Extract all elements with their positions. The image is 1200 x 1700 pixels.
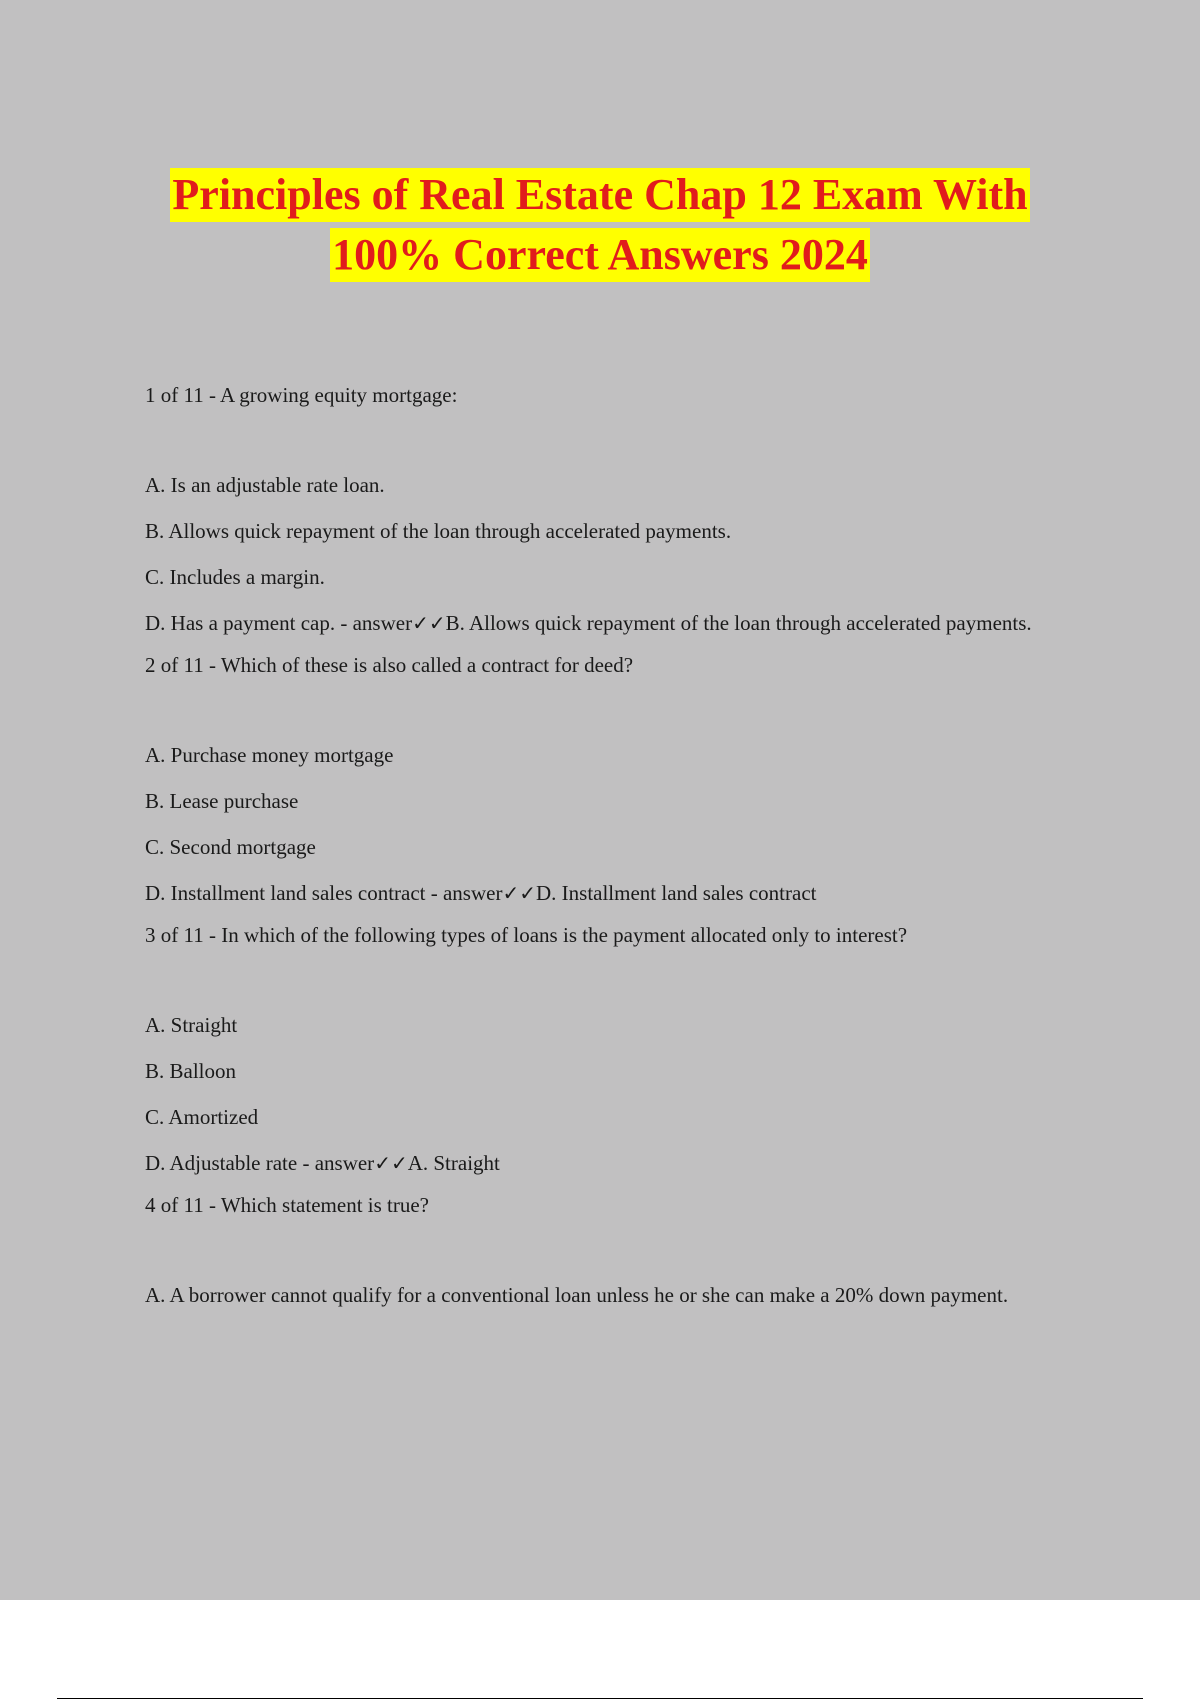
question-1-option-d-with-answer bbox=[145, 608, 1065, 638]
question-2-answer: D. Installment land sales contract bbox=[535, 881, 817, 905]
document-title bbox=[0, 168, 1200, 282]
check-mark-icon: ✓✓ bbox=[412, 611, 446, 635]
footer-divider bbox=[57, 1698, 1143, 1699]
question-2: 2 of 11 - Which of these is also called a contract for deed? bbox=[145, 653, 634, 677]
page-footer-area bbox=[0, 1600, 1200, 1700]
question-4: 4 of 11 - Which statement is true? bbox=[145, 1193, 430, 1217]
check-mark-icon: ✓✓ bbox=[374, 1151, 408, 1175]
question-2-option-c: C. Second mortgage bbox=[145, 835, 316, 859]
question-3: 3 of 11 - In which of the following types of loans is the payment allocated only to interest? bbox=[145, 923, 908, 947]
question-2-option-d-with-answer bbox=[145, 878, 1065, 908]
question-3-option-c: C. Amortized bbox=[145, 1105, 259, 1129]
question-1: 1 of 11 - A growing equity mortgage: bbox=[145, 383, 458, 407]
question-1-answer: B. Allows quick repayment of the loan through accelerated payments. bbox=[445, 611, 1032, 635]
question-1-option-c: C. Includes a margin. bbox=[145, 565, 325, 589]
question-3-option-a: A. Straight bbox=[145, 1013, 238, 1037]
question-1-option-d: D. Has a payment cap. - answer bbox=[145, 611, 413, 635]
check-mark-icon: ✓✓ bbox=[502, 881, 536, 905]
question-3-option-b: B. Balloon bbox=[145, 1059, 237, 1083]
question-3-option-d: D. Adjustable rate - answer bbox=[145, 1151, 375, 1175]
question-1-option-a: A. Is an adjustable rate loan. bbox=[145, 473, 385, 497]
question-4-option-a: A. A borrower cannot qualify for a conventional loan unless he or she can make a 20% down payment. bbox=[145, 1283, 1009, 1307]
question-2-option-d: D. Installment land sales contract - answer bbox=[145, 881, 503, 905]
question-1-option-b: B. Allows quick repayment of the loan through accelerated payments. bbox=[145, 519, 732, 543]
questions-list bbox=[145, 380, 1065, 1326]
question-2-option-a: A. Purchase money mortgage bbox=[145, 743, 394, 767]
title-line-2: 100% Correct Answers 2024 bbox=[330, 228, 870, 282]
question-2-option-b: B. Lease purchase bbox=[145, 789, 299, 813]
question-3-option-d-with-answer bbox=[145, 1148, 1065, 1178]
question-3-answer: A. Straight bbox=[407, 1151, 500, 1175]
title-line-1: Principles of Real Estate Chap 12 Exam With bbox=[170, 168, 1029, 222]
